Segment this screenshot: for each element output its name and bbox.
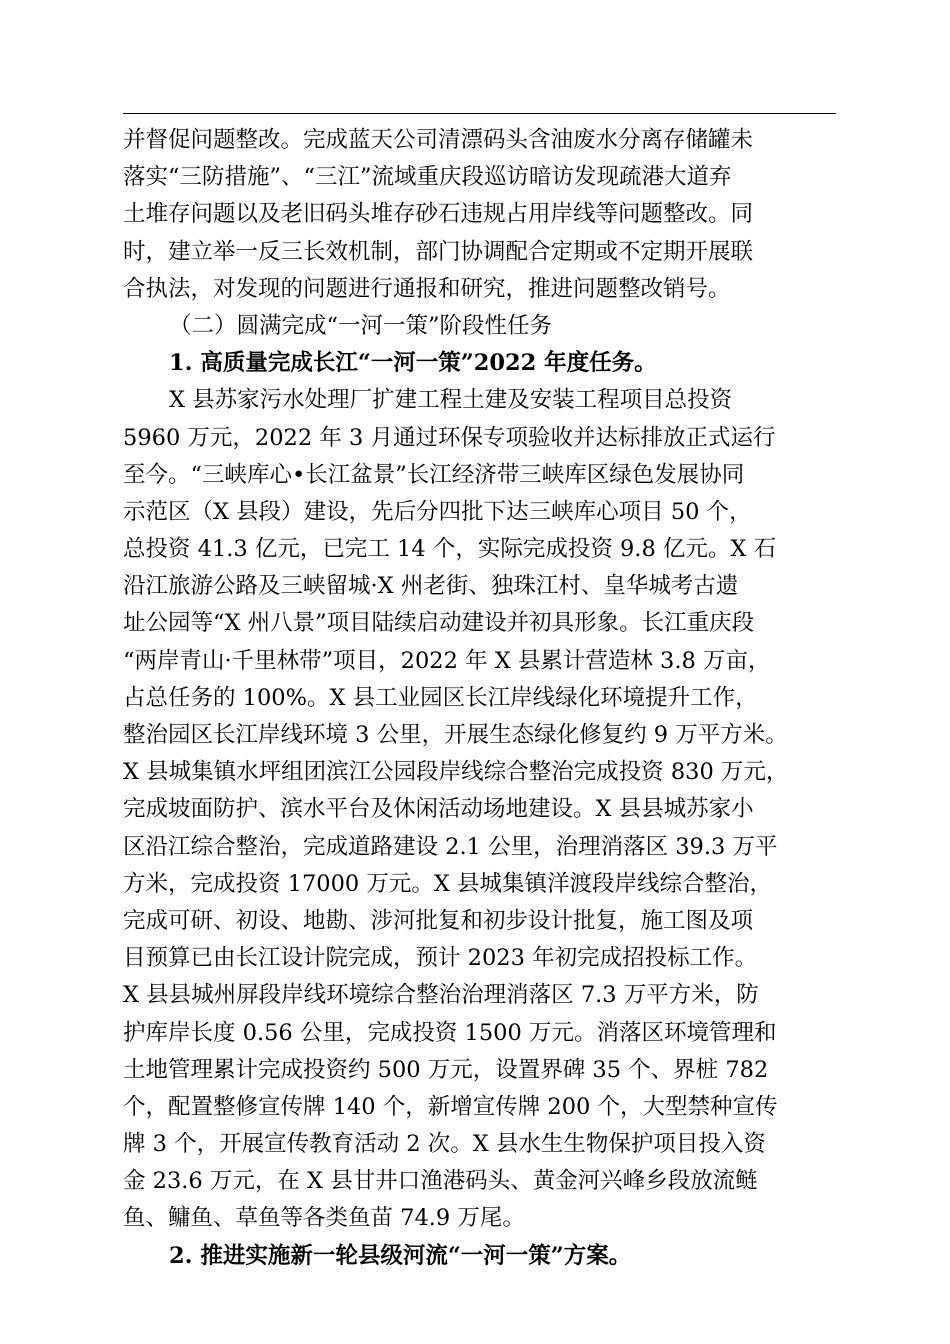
- text-line: 5960 万元，2022 年 3 月通过环保专项验收并达标排放正式运行: [123, 424, 776, 451]
- text-line: 护库岸长度 0.56 公里，完成投资 1500 万元。消落区环境管理和: [123, 1019, 777, 1046]
- text-line: 牌 3 个，开展宣传教育活动 2 次。X 县水生生物保护项目投入资: [123, 1131, 766, 1158]
- document-body: [123, 122, 836, 1275]
- text-line: X 县县城州屏段岸线环境综合整治治理消落区 7.3 万平方米，防: [123, 982, 759, 1009]
- text-line: X 县苏家污水处理厂扩建工程土建及安装工程项目总投资: [169, 387, 733, 414]
- text-line: 并督促问题整改。完成蓝天公司清漂码头含油废水分离存储罐未: [123, 127, 754, 153]
- text-line: “两岸青山·千里林带”项目，2022 年 X 县累计营造林 3.8 万亩，: [123, 647, 771, 674]
- text-line: 占总任务的 100%。X 县工业园区长江岸线绿化环境提升工作，: [123, 684, 758, 711]
- section-heading-line: 1. 高质量完成长江“一河一策”2022 年度任务。: [169, 350, 657, 377]
- text-line: 总投资 41.3 亿元，已完工 14 个，实际完成投资 9.8 亿元。X 石: [123, 536, 777, 563]
- text-line: 完成可研、初设、地勘、涉河批复和初步设计批复，施工图及项: [123, 907, 754, 934]
- text-line: 鱼、鳙鱼、草鱼等各类鱼苗 74.9 万尾。: [123, 1205, 525, 1232]
- text-line: 完成坡面防护、滨水平台及休闲活动场地建设。X 县县城苏家小: [123, 796, 754, 823]
- text-line: 至今。“三峡库心•长江盆景”长江经济带三峡库区绿色发展协同: [123, 461, 745, 488]
- text-line: 落实“三防措施”、“三江”流域重庆段巡访暗访发现疏港大道弃: [123, 164, 732, 191]
- text-line: 目预算已由长江设计院完成，预计 2023 年初完成招投标工作。: [123, 945, 758, 972]
- text-line: X 县城集镇水坪组团滨江公园段岸线综合整治完成投资 830 万元，: [123, 759, 789, 786]
- text-line: 合执法，对发现的问题进行通报和研究，推进问题整改销号。: [123, 275, 731, 302]
- text-line: 个，配置整修宣传牌 140 个，新增宣传牌 200 个，大型禁种宣传: [123, 1093, 778, 1120]
- text-line: 方米，完成投资 17000 万元。X 县城集镇洋渡段岸线综合整治，: [123, 870, 773, 897]
- text-line: 沿江旅游公路及三峡留城·X 州老街、独珠江村、皇华城考古遗: [123, 573, 739, 600]
- text-line: （二）圆满完成“一河一策”阶段性任务: [169, 312, 553, 339]
- text-line: 土堆存问题以及老旧码头堆存砂石违规占用岸线等问题整改。同: [123, 201, 754, 228]
- text-line: 区沿江综合整治，完成道路建设 2.1 公里，治理消落区 39.3 万平: [123, 833, 778, 860]
- text-line: 示范区（X 县段）建设，先后分四批下达三峡库心项目 50 个，: [123, 498, 752, 525]
- section-heading-line: 2. 推进实施新一轮县级河流“一河一策”方案。: [169, 1242, 632, 1269]
- text-line: 整治园区长江岸线环境 3 公里，开展生态绿化修复约 9 万平方米。: [123, 722, 788, 748]
- text-line: 金 23.6 万元，在 X 县甘井口渔港码头、黄金河兴峰乡段放流鲢: [123, 1168, 758, 1195]
- header-divider: [123, 113, 836, 114]
- text-line: 时，建立举一反三长效机制，部门协调配合定期或不定期开展联: [123, 238, 754, 265]
- text-line: 址公园等“X 州八景”项目陆续启动建设并初具形象。长江重庆段: [123, 610, 755, 637]
- text-line: 土地管理累计完成投资约 500 万元，设置界碑 35 个、界桩 782: [123, 1056, 769, 1083]
